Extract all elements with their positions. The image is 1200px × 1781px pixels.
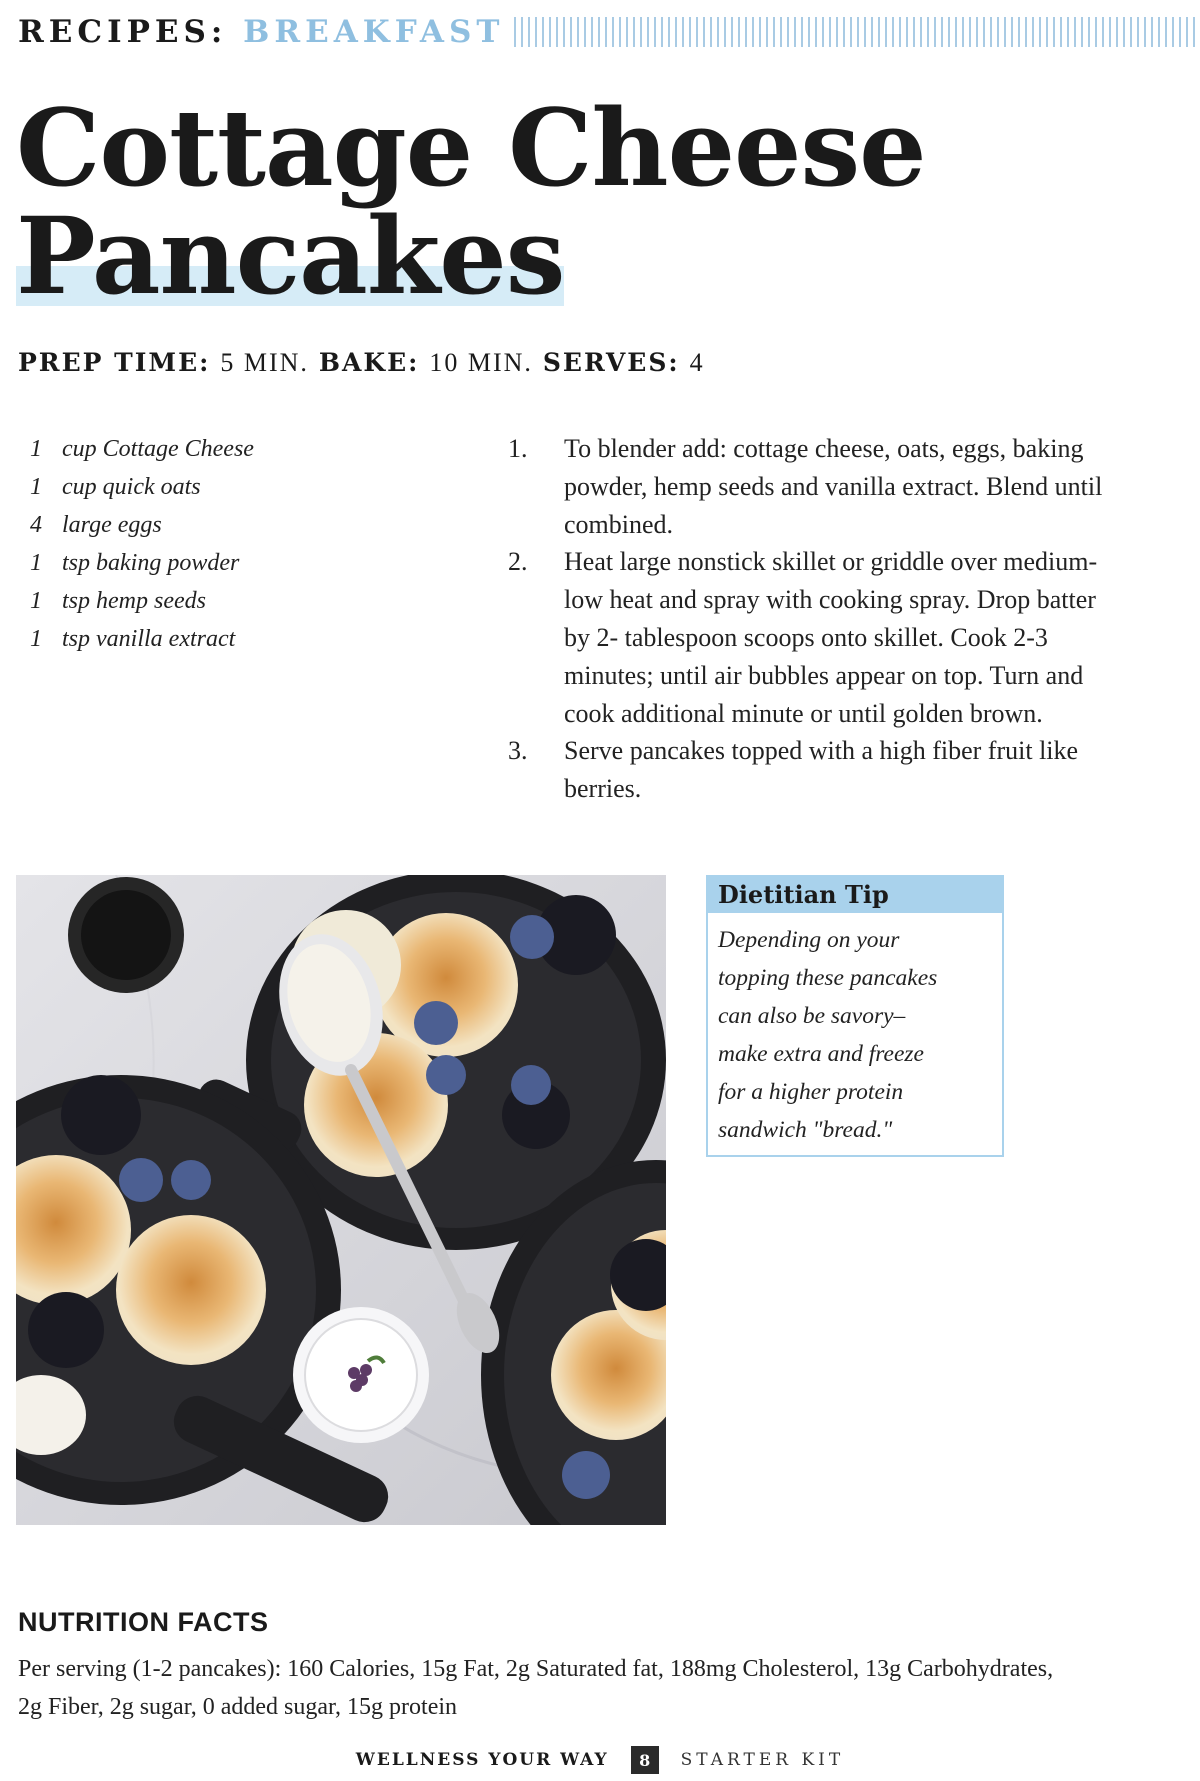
tip-line: make extra and freeze	[718, 1041, 924, 1067]
ingredient-name: cup Cottage Cheese	[62, 436, 254, 462]
bake-value: 10 MIN.	[429, 348, 533, 377]
ingredient-list	[30, 430, 470, 658]
ingredient-item	[30, 506, 470, 544]
dietitian-tip-text	[708, 913, 1002, 1149]
section-name: RECIPES:	[18, 14, 228, 50]
dietitian-tip-box	[706, 875, 1004, 1157]
footer-brand: WELLNESS YOUR WAY	[355, 1750, 609, 1770]
nutrition-facts-heading: NUTRITION FACTS	[18, 1607, 269, 1637]
pancakes-photo-illustration	[16, 875, 666, 1525]
page-footer	[0, 1745, 1200, 1775]
title-line-1: Cottage Cheese	[16, 85, 926, 210]
recipe-title	[16, 85, 926, 318]
step-text: Serve pancakes topped with a high fiber fruit like berries.	[564, 736, 1079, 804]
ingredient-qty: 1	[30, 436, 42, 462]
pancakes-photo	[16, 875, 666, 1525]
tip-line: topping these pancakes	[718, 965, 938, 991]
page-number: 8	[631, 1746, 659, 1774]
instruction-step	[508, 543, 1128, 732]
header-stripe-decoration	[514, 17, 1198, 47]
ingredient-qty: 1	[30, 474, 42, 500]
tip-line: sandwich "bread."	[718, 1117, 893, 1143]
ingredient-name: large eggs	[62, 512, 162, 538]
ingredient-name: cup quick oats	[62, 474, 201, 500]
ingredient-qty: 1	[30, 626, 42, 652]
ingredient-item	[30, 620, 470, 658]
ingredient-item	[30, 468, 470, 506]
footer-kit-label: STARTER KIT	[680, 1750, 845, 1770]
step-text: To blender add: cottage cheese, oats, eggs, baking powder, hemp seeds and vanilla extract. Blend until combined.	[564, 434, 1103, 539]
step-number: 1.	[508, 434, 528, 463]
ingredient-qty: 4	[30, 512, 42, 538]
instruction-list	[508, 430, 1128, 808]
ingredient-name: tsp baking powder	[62, 550, 240, 576]
ingredient-name: tsp hemp seeds	[62, 588, 206, 614]
tip-line: can also be savory–	[718, 1003, 906, 1029]
step-number: 3.	[508, 736, 528, 766]
ingredient-name: tsp vanilla extract	[62, 626, 236, 652]
step-text: Heat large nonstick skillet or griddle over medium-low heat and spray with cooking spray. Drop batter by 2- tablespoon scoops onto skillet. Cook 2-3 minutes; until air bubbles appear on top. Turn and cook additional minute or until golden brown.	[564, 547, 1098, 728]
nutrition-line: 2g Fiber, 2g sugar, 0 added sugar, 15g protein	[18, 1694, 458, 1720]
ingredient-item	[30, 582, 470, 620]
tip-line: for a higher protein	[718, 1079, 904, 1105]
instruction-step	[508, 430, 1128, 543]
prep-time-value: 5 MIN.	[220, 348, 309, 377]
serves-value: 4	[689, 348, 705, 377]
section-header	[18, 10, 1198, 54]
prep-time-label: PREP TIME:	[18, 348, 211, 377]
instruction-step	[508, 732, 1128, 808]
recipe-meta	[18, 348, 705, 378]
ingredient-item	[30, 430, 470, 468]
nutrition-facts-text	[18, 1650, 1148, 1726]
section-label	[18, 14, 504, 50]
step-number: 2.	[508, 547, 528, 577]
ingredient-item	[30, 544, 470, 582]
nutrition-line: Per serving (1-2 pancakes): 160 Calories, 15g Fat, 2g Saturated fat, 188mg Cholesterol, 13g Carbohydrates,	[18, 1656, 1054, 1682]
section-category: BREAKFAST	[243, 14, 505, 50]
tip-line: Depending on your	[718, 927, 900, 953]
serves-label: SERVES:	[542, 348, 680, 377]
bake-label: BAKE:	[318, 348, 420, 377]
dietitian-tip-title: Dietitian Tip	[708, 877, 1002, 913]
title-line-2: Pancakes	[16, 193, 565, 318]
ingredient-qty: 1	[30, 588, 42, 614]
ingredient-qty: 1	[30, 550, 42, 576]
